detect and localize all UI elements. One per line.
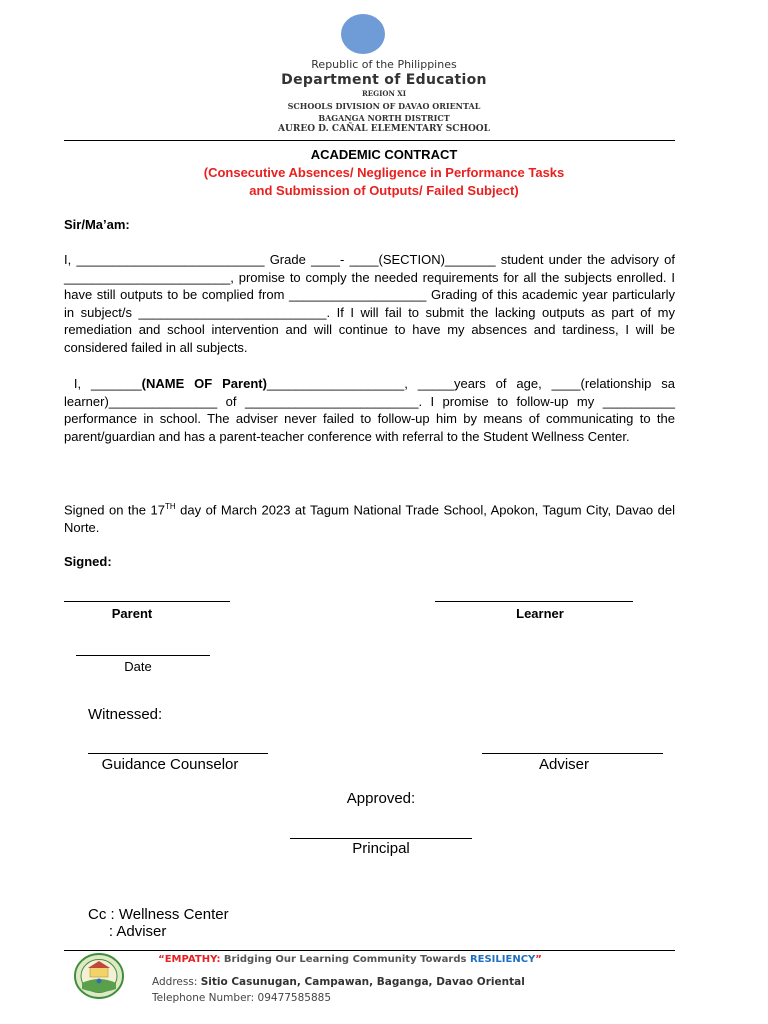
principal-signature-line <box>290 838 472 839</box>
parent-label: Parent <box>111 606 153 621</box>
signing-statement-rest: day of March 2023 at Tagum National Trade School, Apokon, Tagum City, Davao del Norte. <box>64 502 676 535</box>
date-superscript: TH <box>164 502 176 511</box>
motto-open-quote: “ <box>158 954 165 965</box>
cc-line-1: Cc : Wellness Center <box>88 906 229 923</box>
footer-divider <box>64 950 675 951</box>
parent-name-placeholder: (NAME OF Parent) <box>141 376 267 391</box>
school-name: AUREO D. CAÑAL ELEMENTARY SCHOOL <box>278 124 490 134</box>
learner-commitment-paragraph: I, __________________________ Grade ____- ____(SECTION)_______ student under the advisory of _______________________, promise to comply the needed requirements for all the subjects enrolled. I have still outputs to be complied from ___________________ Grading of this academic year particularly in subject/s __________________________. If I will fail to submit the lacking outputs as part of my remediation and school intervention and will continue to have my absences and tardiness, I will be considered failed in all subjects. <box>64 252 675 355</box>
deped-seal <box>341 14 385 54</box>
principal-label: Principal <box>352 840 410 857</box>
motto-close-quote: ” <box>535 954 542 965</box>
school-logo-icon <box>74 953 124 999</box>
parent-signature-line <box>64 601 230 602</box>
learner-label: Learner <box>516 606 564 621</box>
header-divider <box>64 140 675 141</box>
signing-statement-text: Signed on the 17 <box>64 502 165 518</box>
cc-line-2: : Adviser <box>88 922 167 940</box>
school-address <box>152 976 525 988</box>
approved-label: Approved: <box>346 790 416 807</box>
document-subtitle <box>0 164 768 200</box>
document-title: ACADEMIC CONTRACT <box>310 147 458 162</box>
region-label: REGION XI <box>361 89 407 98</box>
learner-signature-line <box>435 601 633 602</box>
witnessed-label: Witnessed: <box>88 706 163 723</box>
parent-commitment-paragraph <box>64 375 675 445</box>
paragraph2-prefix: I, _______ <box>64 376 142 391</box>
address-label: Address: <box>152 976 201 988</box>
motto-middle: Bridging Our Learning Community Towards <box>220 954 470 965</box>
salutation: Sir/Ma’am: <box>64 217 130 232</box>
department-name: Department of Education <box>281 72 487 88</box>
adviser-label: Adviser <box>538 756 590 773</box>
republic-label: Republic of the Philippines <box>311 58 457 71</box>
guidance-signature-line <box>88 753 268 754</box>
subtitle-line-2: and Submission of Outputs/ Failed Subject) <box>249 183 519 198</box>
paragraph2-rest: ___________________, _____years of age, ____(relationship sa learner)_______________ of ________________________. I promise to follow-up my __________ performance in school. The adviser never failed to follow-up him by means of communicating to the parent/guardian and has a parent-teacher conference with referral to the Student Wellness Center. <box>64 376 675 444</box>
date-line <box>76 655 210 656</box>
adviser-signature-line <box>482 753 663 754</box>
subtitle-line-1: (Consecutive Absences/ Negligence in Performance Tasks <box>203 165 565 180</box>
telephone-number: Telephone Number: 09477585885 <box>152 992 332 1004</box>
address-value: Sitio Casunugan, Campawan, Baganga, Davao Oriental <box>200 976 525 988</box>
motto-empathy: EMPATHY: <box>164 954 221 965</box>
motto-resiliency: RESILIENCY <box>469 954 536 965</box>
date-label: Date <box>124 659 152 674</box>
signed-label: Signed: <box>64 554 112 569</box>
carbon-copy-list <box>88 907 229 940</box>
division-label: SCHOOLS DIVISION OF DAVAO ORIENTAL <box>287 101 481 111</box>
guidance-counselor-label: Guidance Counselor <box>101 756 239 773</box>
signing-statement <box>64 498 675 537</box>
district-label: BAGANGA NORTH DISTRICT <box>318 113 450 123</box>
